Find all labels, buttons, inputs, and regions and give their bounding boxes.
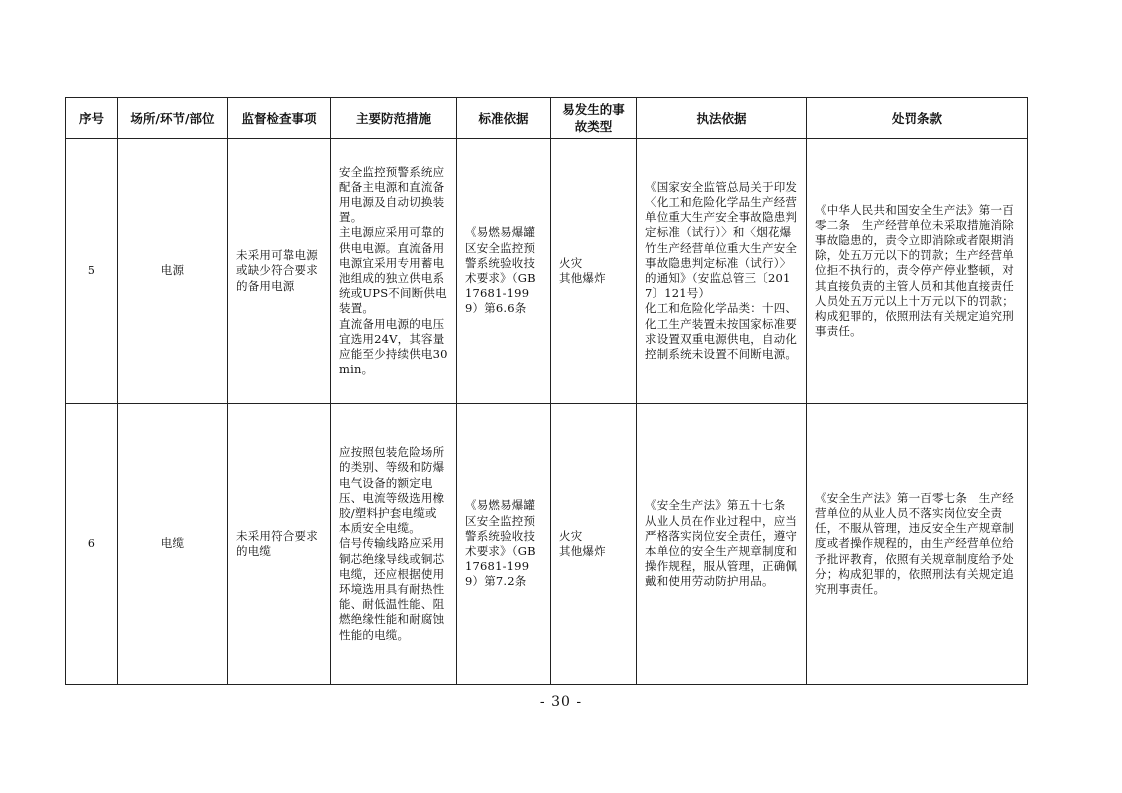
penalty-text: 《中华人民共和国安全生产法》第一百零二条 生产经营单位未采取措施消除事故隐患的，责令立即消除或者限期消除，处五万元以下的罚款；生产经营单位拒不执行的，责令停产停业整顿，对其直接负责的主管人员和其他直接责任人员处五万元以上十万元以下的罚款；构成犯罪的，依照刑法有关规定追究刑事责任。	[815, 202, 1014, 339]
cell-penalty	[807, 139, 1028, 404]
place-text: 电源	[160, 263, 185, 278]
cell-standard	[457, 139, 551, 404]
cell-measures	[331, 139, 457, 404]
accident-text: 火灾 其他爆炸	[559, 528, 606, 558]
item-text: 未采用可靠电源或缺少符合要求的备用电源	[236, 248, 318, 293]
header-no: 序号	[66, 98, 118, 139]
measures-text: 应按照包装危险场所的类别、等级和防爆电气设备的额定电压、电流等级选用橡胶/塑料护套电缆或本质安全电缆。 信号传输线路应采用铜芯绝缘导线或铜芯电缆，还应根据使用环境选用具有耐热性能、耐低温性能、阻燃绝缘性能和耐腐蚀性能的电缆。	[339, 445, 445, 642]
cell-accident	[551, 404, 637, 685]
place-text: 电缆	[160, 536, 185, 551]
header-law: 执法依据	[637, 98, 807, 139]
header-accident	[551, 98, 637, 139]
header-penalty: 处罚条款	[807, 98, 1028, 139]
row-number: 6	[87, 537, 96, 551]
inspection-table	[65, 97, 1028, 685]
cell-no	[66, 139, 118, 404]
cell-place	[118, 139, 228, 404]
cell-standard	[457, 404, 551, 685]
header-place: 场所/环节/部位	[118, 98, 228, 139]
table-row	[66, 404, 1028, 685]
table-row	[66, 139, 1028, 404]
header-standard: 标准依据	[457, 98, 551, 139]
penalty-text: 《安全生产法》第一百零七条 生产经营单位的从业人员不落实岗位安全责任，不服从管理，违反安全生产规章制度或者操作规程的，由生产经营单位给予批评教育，依照有关规章制度给予处分；构成犯罪的，依照刑法有关规定追究刑事责任。	[815, 490, 1014, 596]
accident-text: 火灾 其他爆炸	[559, 255, 606, 285]
cell-penalty	[807, 404, 1028, 685]
cell-item	[228, 139, 331, 404]
cell-law	[637, 139, 807, 404]
cell-place	[118, 404, 228, 685]
page-number: - 30 -	[539, 694, 583, 710]
cell-measures	[331, 404, 457, 685]
header-measures: 主要防范措施	[331, 98, 457, 139]
item-text: 未采用符合要求的电缆	[236, 528, 318, 558]
measures-text: 安全监控预警系统应配备主电源和直流备用电源及自动切换装置。 主电源应采用可靠的供电电源。直流备用电源宜采用专用蓄电池组成的独立供电系统或UPS不间断供电装置。 直流备用电源的电压宜选用24V，其容量应能至少持续供电30min。	[339, 164, 448, 377]
standard-text: 《易燃易爆罐区安全监控预警系统验收技术要求》（GB 17681-1999）第6.6条	[465, 225, 536, 316]
cell-accident	[551, 139, 637, 404]
row-number: 5	[87, 264, 96, 278]
header-item: 监督检查事项	[228, 98, 331, 139]
law-text: 《安全生产法》第五十七条 从业人员在作业过程中，应当严格落实岗位安全责任，遵守本单位的安全生产规章制度和操作规程，服从管理，正确佩戴和使用劳动防护用品。	[645, 498, 798, 589]
cell-item	[228, 404, 331, 685]
law-text: 《国家安全监管总局关于印发〈化工和危险化学品生产经营单位重大生产安全事故隐患判定标准（试行）〉和〈烟花爆竹生产经营单位重大生产安全事故隐患判定标准（试行）〉的通知》（安监总管三〔2017〕121号） 化工和危险化学品类：十四、化工生产装置未按国家标准要求设置双重电源供电，自动化控制系统未设置不间断电源。	[645, 179, 798, 362]
header-row	[66, 98, 1028, 139]
header-accident-label: 易发生的事故类型	[562, 102, 625, 134]
cell-law	[637, 404, 807, 685]
cell-no	[66, 404, 118, 685]
standard-text: 《易燃易爆罐区安全监控预警系统验收技术要求》（GB 17681-1999）第7.2条	[465, 498, 536, 589]
